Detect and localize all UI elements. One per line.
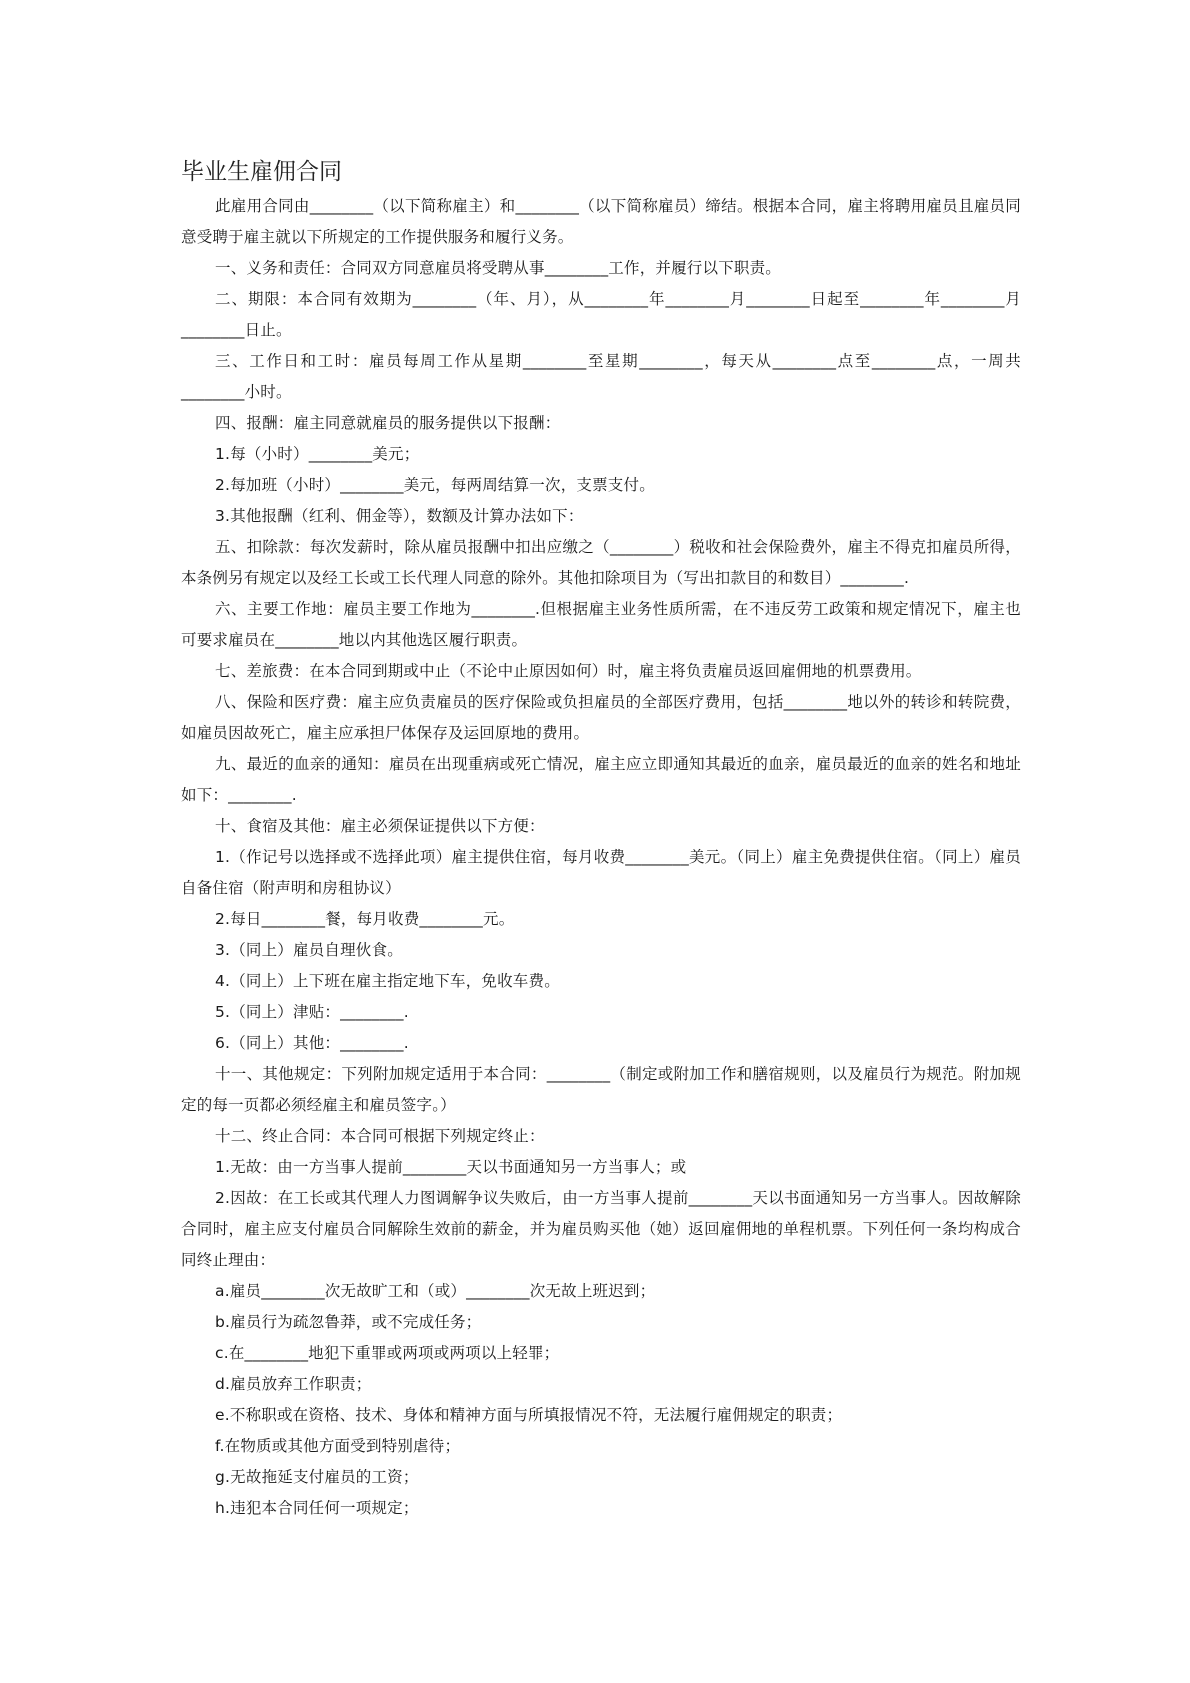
contract-paragraph: 2.每日________餐，每月收费________元。 <box>215 910 515 928</box>
contract-paragraph: 四、报酬：雇主同意就雇员的服务提供以下报酬： <box>215 414 561 432</box>
contract-paragraph: e.不称职或在资格、技术、身体和精神方面与所填报情况不符，无法履行雇佣规定的职责； <box>215 1406 843 1424</box>
contract-paragraph: 3.其他报酬（红利、佣金等），数额及计算办法如下： <box>215 507 584 525</box>
contract-paragraph: f.在物质或其他方面受到特别虐待； <box>215 1437 461 1455</box>
contract-paragraph: 2.每加班（小时）________美元，每两周结算一次，支票支付。 <box>215 476 655 494</box>
contract-paragraph: 十二、终止合同：本合同可根据下列规定终止： <box>215 1127 545 1145</box>
contract-paragraph: 6.（同上）其他：________. <box>215 1034 409 1052</box>
contract-paragraph: 六、主要工作地：雇员主要工作地为________.但根据雇主业务性质所需，在不违反劳工政策和规定情况下，雇主也可要求雇员在________地以内其他选区履行职责。 <box>181 600 1021 649</box>
contract-paragraph: 三、工作日和工时：雇员每周工作从星期________至星期________，每天从________点至________点，一周共________小时。 <box>181 352 1021 401</box>
contract-paragraph: h.违犯本合同任何一项规定； <box>215 1499 419 1517</box>
contract-paragraph: d.雇员放弃工作职责； <box>215 1375 372 1393</box>
contract-paragraph: 十、食宿及其他：雇主必须保证提供以下方便： <box>215 817 545 835</box>
contract-paragraph: b.雇员行为疏忽鲁莽，或不完成任务； <box>215 1313 482 1331</box>
contract-paragraph: 十一、其他规定：下列附加规定适用于本合同：________（制定或附加工作和膳宿规则，以及雇员行为规范。附加规定的每一页都必须经雇主和雇员签字。） <box>181 1065 1021 1114</box>
contract-paragraph: 1.（作记号以选择或不选择此项）雇主提供住宿，每月收费________美元。（同上）雇主免费提供住宿。（同上）雇员自备住宿（附声明和房租协议） <box>181 848 1021 897</box>
contract-paragraph: 5.（同上）津贴：________. <box>215 1003 409 1021</box>
document-body <box>181 191 1021 1524</box>
document-page <box>181 156 1021 1524</box>
contract-paragraph: 1.每（小时）________美元； <box>215 445 420 463</box>
contract-paragraph: g.无故拖延支付雇员的工资； <box>215 1468 419 1486</box>
contract-paragraph: c.在________地犯下重罪或两项或两项以上轻罪； <box>215 1344 560 1362</box>
contract-paragraph: 八、保险和医疗费：雇主应负责雇员的医疗保险或负担雇员的全部医疗费用，包括________地以外的转诊和转院费，如雇员因故死亡，雇主应承担尸体保存及运回原地的费用。 <box>181 693 1021 742</box>
document-title: 毕业生雇佣合同 <box>181 159 342 185</box>
contract-paragraph: 3.（同上）雇员自理伙食。 <box>215 941 403 959</box>
contract-paragraph: a.雇员________次无故旷工和（或）________次无故上班迟到； <box>215 1282 656 1300</box>
contract-paragraph: 2.因故：在工长或其代理人力图调解争议失败后，由一方当事人提前________天以书面通知另一方当事人。因故解除合同时，雇主应支付雇员合同解除生效前的薪金，并为雇员购买他（她）返回雇佣地的单程机票。下列任何一条均构成合同终止理由： <box>181 1189 1021 1269</box>
contract-paragraph: 1.无故：由一方当事人提前________天以书面通知另一方当事人；或 <box>215 1158 687 1176</box>
contract-paragraph: 九、最近的血亲的通知：雇员在出现重病或死亡情况，雇主应立即通知其最近的血亲，雇员最近的血亲的姓名和地址如下：________. <box>181 755 1021 804</box>
contract-paragraph: 4.（同上）上下班在雇主指定地下车，免收车费。 <box>215 972 560 990</box>
contract-paragraph: 五、扣除款：每次发薪时，除从雇员报酬中扣出应缴之（________）税收和社会保险费外，雇主不得克扣雇员所得，本条例另有规定以及经工长或工长代理人同意的除外。其他扣除项目为（写出扣款目的和数目）________. <box>181 538 1021 587</box>
contract-paragraph: 二、期限：本合同有效期为________（年、月），从________年________月________日起至________年________月________日止。 <box>181 290 1021 339</box>
contract-paragraph: 此雇用合同由________（以下简称雇主）和________（以下简称雇员）缔结。根据本合同，雇主将聘用雇员且雇员同意受聘于雇主就以下所规定的工作提供服务和履行义务。 <box>181 197 1021 246</box>
contract-paragraph: 一、义务和责任：合同双方同意雇员将受聘从事________工作，并履行以下职责。 <box>215 259 782 277</box>
contract-paragraph: 七、差旅费：在本合同到期或中止（不论中止原因如何）时，雇主将负责雇员返回雇佣地的机票费用。 <box>215 662 922 680</box>
